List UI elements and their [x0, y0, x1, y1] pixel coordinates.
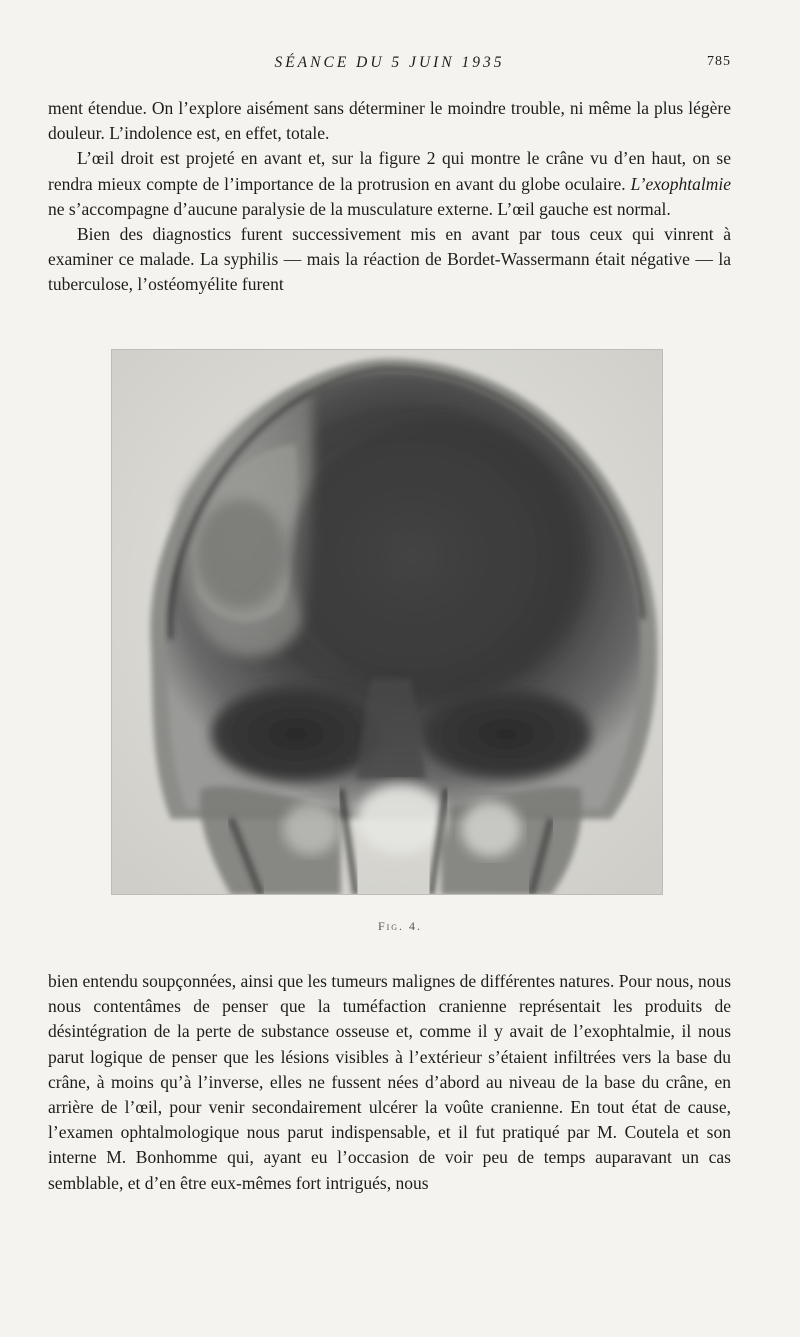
paragraph-diagnostics: Bien des diagnostics furent successivement mis en avant par tous ceux qui vinrent à examiner ce malade. La syphilis — mais la réaction de Bordet-Wassermann était négative — la tuberculose, l’ostéomyélite furent [48, 224, 731, 295]
body-text-top [48, 96, 731, 298]
paragraph-continued: bien entendu soupçonnées, ainsi que les tumeurs malignes de différentes natures. Pour nous, nous nous contentâmes de penser que la tuméfaction cranienne représentait les produits de désintégration de la perte de substance osseuse et, comme il y avait de l’exophtalmie, il nous parut logique de penser que les lésions visibles à l’extérieur s’étaient infiltrées vers la base du crâne, à moins qu’à l’inverse, elles ne fussent nées d’abord au niveau de la base du crâne, en arrière de l’œil, pour venir secondairement ulcérer la voûte cranienne. En tout état de cause, l’examen ophtalmologique nous parut indispensable, et il fut pratiqué par M. Coutela et son interne M. Bonhomme qui, ayant eu l’occasion de voir peu de temps auparavant un cas semblable, et d’en être eux-mêmes fort intrigués, nous [48, 971, 732, 1193]
xray-figure [111, 349, 663, 895]
body-text-bottom [48, 969, 731, 1196]
paragraph-exophtalmie [48, 146, 731, 222]
italic-term: L’exophtalmie [630, 173, 731, 194]
skull-radiograph-image [111, 349, 663, 895]
figure-caption: Fig. 4. [377, 919, 423, 933]
paragraph-text: L’œil droit est projeté en avant et, sur la figure 2 qui montre le crâne vu d’en haut, on se rendra mieux compte de l’importance de la protrusion en avant du globe oculaire. [48, 148, 731, 194]
page-number: 785 [707, 54, 731, 69]
running-title: SÉANCE DU 5 JUIN 1935 [274, 54, 505, 71]
paragraph-continued: ment étendue. On l’explore aisément sans déterminer le moindre trouble, ni même la plus légère douleur. L’indolence est, en effet, totale. [48, 98, 731, 144]
paragraph-text: ne s’accompagne d’aucune paralysie de la musculature externe. L’œil gauche est normal. [48, 198, 671, 219]
running-head [48, 52, 731, 76]
